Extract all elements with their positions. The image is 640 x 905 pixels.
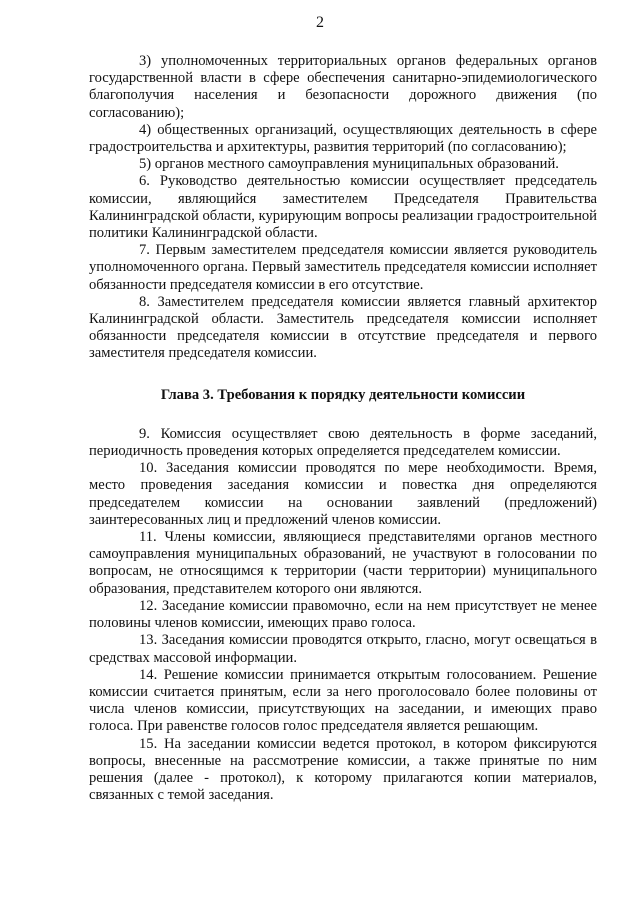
paragraph-14: 14. Решение комиссии принимается открытым голосованием. Решение комиссии считается принятым, если за него проголосовало более половины от числа членов комиссии, присутствующих на заседании, и имеющих право голоса. При равенстве голосов голос председателя является решающим. bbox=[89, 666, 597, 735]
paragraph-10: 10. Заседания комиссии проводятся по мере необходимости. Время, место проведения заседания комиссии и повестка дня определяются председателем комиссии на основании заявлений (предложений) заинтересованных лиц и предложений членов комиссии. bbox=[89, 460, 597, 528]
paragraph-item-4: 4) общественных организаций, осуществляющих деятельность в сфере градостроительства и архитектуры, развития территорий (по согласованию); bbox=[89, 121, 597, 156]
chapter-heading: Глава 3. Требования к порядку деятельности комиссии bbox=[160, 386, 526, 403]
paragraph-8: 8. Заместителем председателя комиссии является главный архитектор Калининградской области. Заместитель председателя комиссии исполняет обязанности председателя комиссии в отсутствие председателя и первого заместителя председателя комиссии. bbox=[89, 293, 597, 362]
paragraph-9: 9. Комиссия осуществляет свою деятельность в форме заседаний, периодичность проведения которых определяется председателем комиссии. bbox=[89, 425, 597, 460]
paragraph-item-5: 5) органов местного самоуправления муниципальных образований. bbox=[139, 156, 559, 173]
paragraph-12: 12. Заседание комиссии правомочно, если на нем присутствует не менее половины членов комиссии, имеющих право голоса. bbox=[89, 597, 597, 632]
paragraph-6: 6. Руководство деятельностью комиссии осуществляет председатель комиссии, являющийся заместителем Председателя Правительства Калининградской области, курирующим вопросы реализации градостроительной политики Калининградской области. bbox=[89, 173, 597, 242]
paragraph-item-3: 3) уполномоченных территориальных органов федеральных органов государственной власти в сфере обеспечения санитарно-эпидемиологического благополучия населения и безопасности дорожного движения (по согласованию); bbox=[89, 53, 597, 121]
paragraph-15: 15. На заседании комиссии ведется протокол, в котором фиксируются вопросы, внесенные на рассмотрение комиссии, а также принятые по ним решения (далее - протокол), к которому прилагаются копии материалов, связанных с темой заседания. bbox=[89, 735, 597, 804]
paragraph-13: 13. Заседания комиссии проводятся открыто, гласно, могут освещаться в средствах массовой информации. bbox=[89, 632, 597, 666]
page-number: 2 bbox=[316, 14, 324, 31]
document-body bbox=[89, 53, 597, 804]
paragraph-7: 7. Первым заместителем председателя комиссии является руководитель уполномоченного органа. Первый заместитель председателя комиссии исполняет обязанности председателя комиссии в его отсутствие. bbox=[89, 242, 597, 293]
paragraph-11: 11. Члены комиссии, являющиеся представителями органов местного самоуправления муниципальных образований, не участвуют в голосовании по вопросам, не относящимся к территории (части территории) муниципального образования, представителем которого они являются. bbox=[89, 529, 597, 597]
